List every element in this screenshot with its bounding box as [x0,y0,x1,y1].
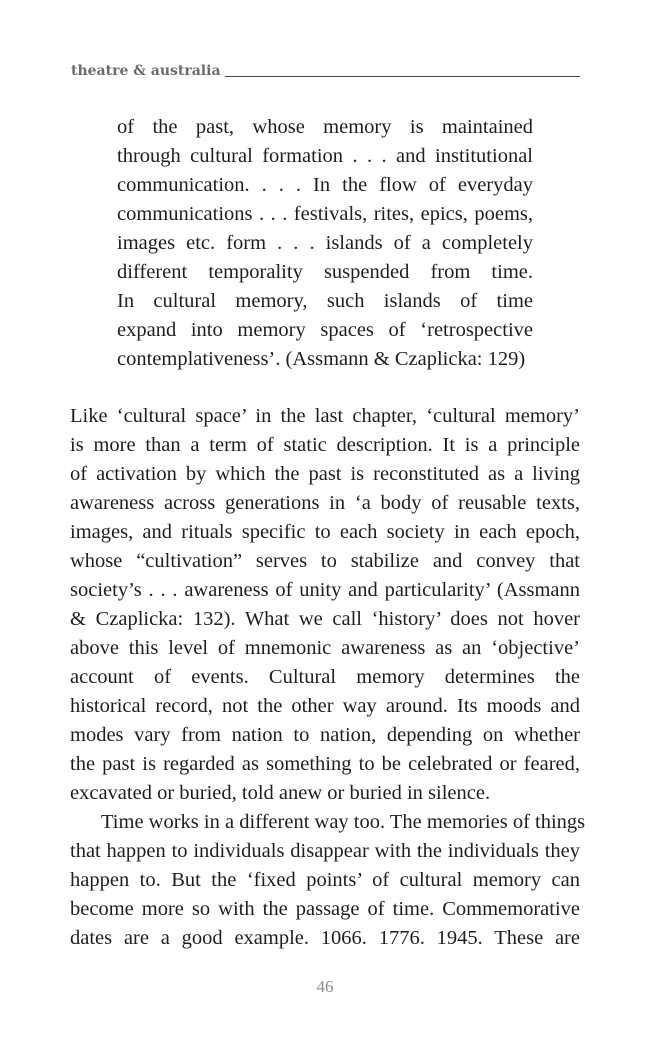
quote-line: communication. . . . In the flow of everyday [117,174,533,196]
paragraph-line: historical record, not the other way around. Its moods and [70,695,580,717]
running-head [71,63,580,79]
quote-line: communications . . . festivals, rites, epics, poems, [117,203,533,225]
paragraph-line: & Czaplicka: 132). What we call ‘history’ does not hover [70,608,580,630]
paragraph-line: images, and rituals specific to each society in each epoch, [70,521,580,543]
page-number: 46 [316,977,334,996]
running-head-title: theatre & australia [71,63,221,79]
running-head-rule [225,76,580,77]
paragraph-line: is more than a term of static description. It is a principle [70,434,580,456]
paragraph-line: Like ‘cultural space’ in the last chapter, ‘cultural memory’ [70,405,580,427]
paragraph-line: become more so with the passage of time. Commemorative [70,898,580,920]
paragraph-line: society’s . . . awareness of unity and particularity’ (Assmann [70,579,580,601]
quote-line: contemplativeness’. (Assmann & Czaplicka: 129) [117,348,526,370]
quote-line: through cultural formation . . . and institutional [117,145,533,167]
quote-line: expand into memory spaces of ‘retrospective [117,319,533,341]
quote-line: images etc. form . . . islands of a completely [117,232,533,254]
paragraph-line: of activation by which the past is reconstituted as a living [70,463,580,485]
paragraph-line: Time works in a different way too. The memories of things [101,811,586,833]
paragraph-line: dates are a good example. 1066. 1776. 1945. These are [70,927,580,949]
quote-line: different temporality suspended from time. [117,261,533,283]
paragraph-line: above this level of mnemonic awareness as an ‘objective’ [70,637,580,659]
paragraph-line: the past is regarded as something to be celebrated or feared, [70,753,580,775]
paragraph-line: happen to. But the ‘fixed points’ of cultural memory can [70,869,580,891]
paragraph-line: awareness across generations in ‘a body of reusable texts, [70,492,580,514]
quote-line: of the past, whose memory is maintained [117,116,533,138]
paragraph-line: account of events. Cultural memory determines the [70,666,580,688]
paragraph-line: excavated or buried, told anew or buried in silence. [70,782,491,804]
paragraph-line: whose “cultivation” serves to stabilize and convey that [70,550,580,572]
paragraph-line: that happen to individuals disappear with the individuals they [70,840,580,862]
paragraph-line: modes vary from nation to nation, depending on whether [70,724,580,746]
quote-line: In cultural memory, such islands of time [117,290,533,312]
